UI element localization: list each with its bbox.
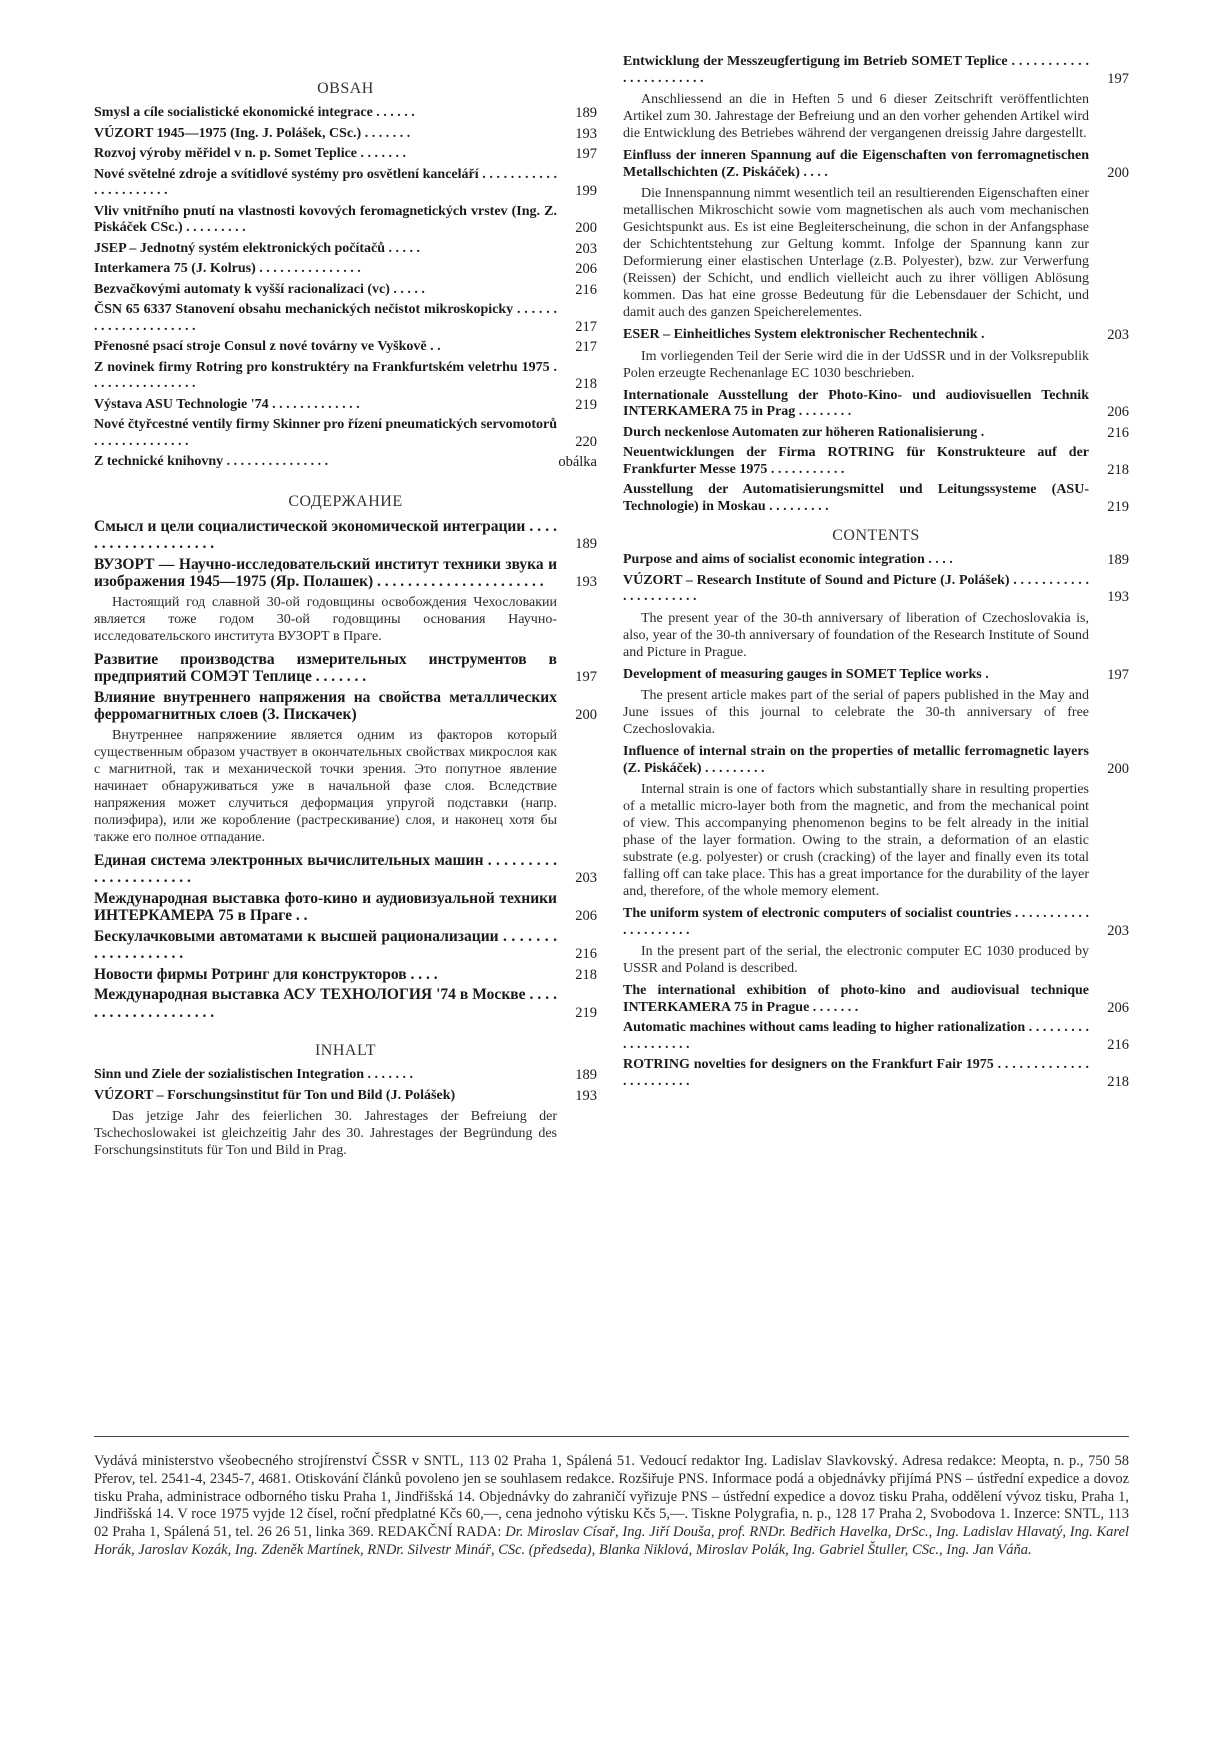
toc-entry bbox=[94, 454, 597, 471]
toc-entry-page: 217 bbox=[575, 339, 597, 355]
toc-entry bbox=[94, 339, 597, 356]
toc-entry-title: Z novinek firmy Rotring pro konstruktéry na Frankfurtském veletrhu 1975 . . . . . . . . . . . . . . . . bbox=[94, 359, 557, 391]
toc-entry-page: 203 bbox=[575, 870, 597, 886]
toc-entry-title: ВУЗОРТ — Научно-исследовательский институт техники звука и изображения 1945—1975 (Яр. Полашек) . . . . . . . . . . . . . . . . . . . . . . bbox=[94, 555, 557, 590]
toc-entry bbox=[94, 241, 597, 258]
toc-entry-abstract: The present year of the 30-th anniversary of liberation of Czechoslovakia is, also, year of the 30-th anniversary of foundation of the Research Institute of Sound and Picture in Prague. bbox=[623, 610, 1089, 660]
toc-entry-title: Rozvoj výroby měřidel v n. p. Somet Teplice . . . . . . . bbox=[94, 146, 407, 161]
toc-entry bbox=[94, 518, 597, 553]
toc-entry-title: Sinn und Ziele der sozialistischen Integration . . . . . . . bbox=[94, 1067, 414, 1082]
toc-entry-title: JSEP – Jednotný systém elektronických počítačů . . . . . bbox=[94, 240, 421, 256]
toc-entry-page: 206 bbox=[1107, 404, 1129, 420]
section-title-inhalt: INHALT bbox=[314, 1042, 377, 1059]
toc-entry-title: Entwicklung der Messzeugfertigung im Betrieb SOMET Teplice . . . . . . . . . . . . . . . . . . . . . . . bbox=[623, 54, 1089, 86]
toc-entry-abstract: In the present part of the serial, the electronic computer EC 1030 produced by USSR and Poland is described. bbox=[623, 944, 1089, 976]
toc-inhalt-left bbox=[94, 1067, 597, 1159]
toc-entry bbox=[623, 1020, 1129, 1053]
toc-entry bbox=[94, 890, 597, 925]
toc-entry-title: Z technické knihovny . . . . . . . . . . . . . . . bbox=[94, 454, 329, 469]
editorial-board-label: REDAKČNÍ RADA: bbox=[377, 1524, 502, 1541]
toc-inhalt-right bbox=[623, 54, 1129, 515]
toc-entry-title: Vliv vnitřního pnutí na vlastnosti kovových feromagnetických vrstev (Ing. Z. Piskáček CSc.) . . . . . . . . . bbox=[94, 203, 557, 235]
toc-obsah bbox=[94, 105, 597, 471]
section-title-contents: CONTENTS bbox=[832, 527, 920, 544]
toc-entry-page: 193 bbox=[575, 574, 597, 590]
toc-entry-title: Purpose and aims of socialist economic integration . . . . bbox=[623, 552, 953, 567]
toc-entry bbox=[623, 148, 1129, 181]
toc-entry-page: 197 bbox=[575, 669, 597, 685]
editorial-board-members: Dr. Miroslav Císař, Ing. Jiří Douša, prof. RNDr. Bedřich Havelka, DrSc., Ing. Ladislav Hlavatý, Ing. Karel Horák, Jaroslav Kozák, Ing. Zdeněk Martínek, RNDr. Silvestr Minář, CSc. (předseda), Blanka Niklová, Miroslav Polák, Ing. Gabriel Štuller, CSc., Ing. Jan Váňa. bbox=[94, 1524, 1129, 1558]
toc-entry-title: Смысл и цели социалистической экономической интеграции . . . . . . . . . . . . . . . . . . . . bbox=[94, 517, 557, 552]
toc-entry-title: Interkamera 75 (J. Kolrus) . . . . . . . . . . . . . . . bbox=[94, 261, 361, 276]
toc-entry bbox=[94, 852, 597, 887]
toc-entry bbox=[94, 302, 597, 335]
toc-entry-page: 219 bbox=[575, 396, 597, 413]
toc-entry-page: 189 bbox=[575, 105, 597, 121]
toc-entry-title: ESER – Einheitliches System elektronischer Rechentechnik . bbox=[623, 327, 985, 342]
toc-entry-title: Бескулачковыми автоматами к высшей рационализации . . . . . . . . . . . . . . . . . . . bbox=[94, 927, 557, 962]
toc-entry bbox=[94, 204, 597, 237]
toc-entry-title: Neuentwicklungen der Firma ROTRING für Konstrukteure auf der Frankfurter Messe 1975 . . . . . . . . . . . bbox=[623, 445, 1089, 477]
toc-entry-title: Nové čtyřcestné ventily firmy Skinner pro řízení pneumatických servomotorů . . . . . . . . . . . . . . bbox=[94, 417, 557, 449]
toc-entry-page: 217 bbox=[575, 318, 597, 335]
toc-contents bbox=[623, 552, 1129, 1090]
toc-entry-page: 189 bbox=[575, 536, 597, 552]
toc-entry-title: Durch neckenlose Automaten zur höheren Rationalisierung . bbox=[623, 424, 985, 440]
toc-entry-page: 193 bbox=[575, 125, 597, 142]
toc-entry-page: 219 bbox=[575, 1004, 597, 1021]
toc-entry-title: Výstava ASU Technologie '74 . . . . . . . . . . . . . bbox=[94, 396, 360, 412]
separator-rule bbox=[94, 1436, 1129, 1437]
toc-entry-page: 200 bbox=[1107, 164, 1129, 181]
toc-entry-page: 200 bbox=[575, 220, 597, 236]
toc-entry-page: 218 bbox=[1107, 1073, 1129, 1090]
toc-entry-page: 218 bbox=[575, 966, 597, 983]
toc-entry bbox=[623, 54, 1129, 87]
toc-entry-page: 189 bbox=[1107, 552, 1129, 568]
toc-entry bbox=[94, 966, 597, 984]
toc-entry bbox=[623, 482, 1129, 515]
left-column bbox=[94, 80, 597, 1165]
toc-entry-page: 203 bbox=[1107, 922, 1129, 939]
toc-entry-title: Automatic machines without cams leading to higher rationalization . . . . . . . . . . . . . . . . . . . bbox=[623, 1020, 1089, 1052]
imprint-text: Vydává ministerstvo všeobecného strojírenství ČSSR v SNTL, 113 02 Praha 1, Spálená 51. Vedoucí redaktor Ing. Ladislav Slavkovský. Adresa redakce: Meopta, n. p., 750 58 Přerov, tel. 2541-4, 2345-7, 4681. Otiskování článků povoleno jen se souhlasem redakce. Rozšiřuje PNS. Informace podá a objednávky přijímá PNS – ústřední expedice a dovoz tisku Praha, administrace odborného tisku Praha 1, Jindřišská 14. Objednávky do zahraničí vyřizuje PNS – ústřední expedice a dovoz tisku Praha, oddělení vývoz tisku, Praha 1, Jindřišská 14. V roce 1975 vyjde 12 čísel, roční předplatné Kčs 60,—, cena jednoho výtisku Kčs 5,—. Tiskne Polygrafia, n. p., 128 17 Praha 2, Svobodova 1. Inzerce: SNTL, 113 02 Praha 1, Spálená 51, tel. 26 26 51, linka 369. bbox=[94, 1453, 1129, 1541]
toc-entry-title: Internationale Ausstellung der Photo-Kino- und audiovisuellen Technik INTERKAMERA 75 in Prag . . . . . . . . bbox=[623, 387, 1089, 419]
toc-entry bbox=[94, 651, 597, 686]
toc-entry-page: 216 bbox=[575, 946, 597, 962]
toc-entry-abstract: Im vorliegenden Teil der Serie wird die in der UdSSR und in der Volksrepublik Polen erzeugte Rechenanlage EC 1030 beschrieben. bbox=[623, 348, 1089, 381]
toc-entry-title: Development of measuring gauges in SOMET Teplice works . bbox=[623, 666, 989, 682]
imprint bbox=[94, 1453, 1129, 1560]
toc-entry bbox=[623, 445, 1129, 478]
toc-entry bbox=[623, 327, 1129, 344]
toc-entry bbox=[94, 1067, 597, 1084]
toc-entry bbox=[94, 397, 597, 414]
toc-entry-page: 220 bbox=[575, 433, 597, 450]
toc-entry-page: 216 bbox=[575, 281, 597, 298]
toc-entry-title: Influence of internal strain on the properties of metallic ferromagnetic layers (Z. Piskáček) . . . . . . . . . bbox=[623, 744, 1089, 776]
toc-entry-page: 193 bbox=[1107, 589, 1129, 605]
toc-entry-page: 193 bbox=[575, 1087, 597, 1104]
toc-entry-page: 219 bbox=[1107, 498, 1129, 515]
toc-entry bbox=[94, 105, 597, 122]
toc-entry-page: 216 bbox=[1107, 1036, 1129, 1053]
toc-entry bbox=[94, 689, 597, 724]
toc-entry-title: Новости фирмы Ротринг для конструкторов . . . . bbox=[94, 965, 438, 983]
toc-entry-abstract: Внутреннее напряжениие является одним из факторов который существенным образом участвует в окончательных свойствах микрослоя как с магнитной, так и механической точки зрения. Это попутное явление начинает обнаруживаться уже в начальной фазе слоя. Вследствие напряжения может случиться деформация упругой подставки (напр. полиэфира), или же коробление (растрескивание) слоя, и наконец хотя бы также его полное отпадание. bbox=[94, 727, 557, 845]
toc-entry-abstract: Настоящий год славной 30-ой годовщины освобождения Чехословакии является тоже годом 30-ой годовщины основания Научно-исследовательского института ВУЗОРТ в Праге. bbox=[94, 594, 557, 644]
toc-soderzhanie bbox=[94, 518, 597, 1022]
toc-entry bbox=[94, 282, 597, 299]
toc-entry-page: 197 bbox=[1107, 666, 1129, 683]
toc-entry bbox=[94, 928, 597, 963]
toc-entry bbox=[94, 417, 597, 450]
section-title-soderzhanie: СОДЕРЖАНИЕ bbox=[288, 492, 403, 510]
toc-entry bbox=[623, 425, 1129, 442]
toc-entry-page: 203 bbox=[575, 240, 597, 257]
toc-entry-page: 206 bbox=[1107, 999, 1129, 1016]
toc-entry-title: ČSN 65 6337 Stanovení obsahu mechanických nečistot mikroskopicky . . . . . . . . . . . . . . . . . . . . . bbox=[94, 302, 557, 334]
toc-entry-page: 200 bbox=[1107, 760, 1129, 777]
toc-entry-page: 216 bbox=[1107, 424, 1129, 441]
toc-entry bbox=[623, 1057, 1129, 1090]
toc-entry bbox=[94, 986, 597, 1021]
toc-entry-title: VÚZORT 1945—1975 (Ing. J. Polášek, CSc.) . . . . . . . bbox=[94, 125, 411, 141]
toc-entry-page: 206 bbox=[575, 908, 597, 924]
toc-entry-page: 218 bbox=[575, 376, 597, 392]
toc-entry bbox=[623, 906, 1129, 939]
toc-entry bbox=[94, 261, 597, 278]
toc-entry-title: VÚZORT – Forschungsinstitut für Ton und Bild (J. Polášek) bbox=[94, 1087, 456, 1103]
toc-entry-page: 199 bbox=[575, 183, 597, 199]
toc-entry-title: Smysl a cíle socialistické ekonomické integrace . . . . . . bbox=[94, 105, 415, 120]
toc-entry-page: 206 bbox=[575, 261, 597, 277]
toc-entry-page: 197 bbox=[575, 146, 597, 162]
toc-entry-title: Международная выставка фото-кино и аудиовизуальной техники ИНТЕРКАМЕРА 75 в Праге . . bbox=[94, 889, 557, 924]
toc-entry-title: Развитие производства измерительных инструментов в предприятий СОМЭТ Теплице . . . . . . . bbox=[94, 650, 557, 685]
section-title-obsah: OBSAH bbox=[317, 80, 374, 97]
toc-entry bbox=[623, 573, 1129, 606]
toc-entry-title: Bezvačkovými automaty k vyšší racionalizaci (vc) . . . . . bbox=[94, 281, 425, 297]
toc-entry-title: Přenosné psací stroje Consul z nové továrny ve Vyškově . . bbox=[94, 339, 441, 354]
toc-entry-abstract: Anschliessend an die in Heften 5 und 6 dieser Zeitschrift veröffentlichten Artikel zum 30. Jahrestage der Befreiung und an den vorher gehenden Artikel wird die Entwicklung des Betriebes während der vergangenen dreissig Jahre dargestellt. bbox=[623, 92, 1089, 141]
right-column bbox=[623, 54, 1129, 1094]
toc-entry bbox=[94, 360, 597, 393]
toc-entry-page: 203 bbox=[1107, 327, 1129, 343]
toc-entry bbox=[94, 167, 597, 200]
toc-entry-title: Einfluss der inneren Spannung auf die Eigenschaften von ferromagnetischen Metallschichten (Z. Piskáček) . . . . bbox=[623, 148, 1089, 180]
toc-entry bbox=[623, 744, 1129, 777]
toc-entry bbox=[623, 983, 1129, 1016]
toc-entry-abstract: Internal strain is one of factors which substantially share in resulting properties of a metallic micro-layer both from the magnetic, and from the mechanical point of view. This accompanying phenomenon begins to be felt already in the initial phase of the layer formation. Owing to the strain, a deformation of an elastic substrate (e.g. polyester) or crush (cracking) of the layer and finally even its total falling off can take place. This has a great importance for the durability of the layer and, therefore, of the whole memory element. bbox=[623, 782, 1089, 899]
toc-entry bbox=[623, 667, 1129, 684]
toc-entry-title: Ausstellung der Automatisierungsmittel und Leitungssysteme (ASU-Technologie) in Moskau . . . . . . . . . bbox=[623, 482, 1089, 514]
toc-entry-title: Nové světelné zdroje a svítidlové systémy pro osvětlení kanceláří . . . . . . . . . . . . . . . . . . . . . . bbox=[94, 166, 557, 198]
toc-entry-title: Влияние внутреннего напряжения на свойства металлических ферромагнитных слоев (З. Пискачек) bbox=[94, 688, 557, 723]
toc-entry-title: Единая система электронных вычислительных машин . . . . . . . . . . . . . . . . . . . . . . bbox=[94, 851, 557, 886]
toc-entry-page: 189 bbox=[575, 1067, 597, 1083]
toc-entry bbox=[94, 126, 597, 143]
toc-entry-page: obálka bbox=[558, 454, 597, 470]
toc-entry-page: 197 bbox=[1107, 70, 1129, 87]
toc-entry-abstract: The present article makes part of the serial of papers published in the May and June issues of this journal to celebrate the 30-th anniversary of free Czechoslovakia. bbox=[623, 688, 1089, 737]
toc-entry-abstract: Die Innenspannung nimmt wesentlich teil an resultierenden Eigenschaften einer metallischen Mikroschicht sowie vom magnetischen als auch vom mechanischen Gesichtspunkt aus. Es ist eine Begleiterscheinung, die schon in der Anfangsphase der Schichtentstehung zur Geltung kommt. Infolge der Spannung kann zur Deformierung einer elastischen Unterlage (z.B. Polyester), bzw. zur Verwerfung (Reissen) der Schicht, und endlich vielleicht auch zu ihrer völligen Ablösung kommen. Das hat eine grosse Bedeutung für die Lebensdauer der Schicht, und damit auch des ganzen Speicherelementes. bbox=[623, 186, 1089, 320]
toc-entry-title: ROTRING novelties for designers on the Frankfurt Fair 1975 . . . . . . . . . . . . . . . . . . . . . . . bbox=[623, 1057, 1089, 1089]
toc-entry-title: The uniform system of electronic computers of socialist countries . . . . . . . . . . . . . . . . . . . . . bbox=[623, 906, 1089, 938]
toc-entry-title: The international exhibition of photo-kino and audiovisual technique INTERKAMERA 75 in Prague . . . . . . . bbox=[623, 983, 1089, 1015]
toc-entry bbox=[623, 388, 1129, 421]
toc-entry-title: Международная выставка АСУ ТЕХНОЛОГИЯ '74 в Москве . . . . . . . . . . . . . . . . . . . . bbox=[94, 986, 557, 1021]
toc-entry-title: VÚZORT – Research Institute of Sound and Picture (J. Polášek) . . . . . . . . . . . . . . . . . . . . . . bbox=[623, 572, 1089, 604]
toc-entry bbox=[94, 146, 597, 163]
toc-entry-page: 218 bbox=[1107, 461, 1129, 478]
toc-entry-page: 200 bbox=[575, 707, 597, 723]
toc-entry bbox=[94, 556, 597, 591]
toc-entry-abstract: Das jetzige Jahr des feierlichen 30. Jahrestages der Befreiung der Tschechoslowakei ist gleichzeitig Jahr des 30. Jahrestages der Begründung des Forschungsinstituts für Ton und Bild in Prag. bbox=[94, 1109, 557, 1158]
toc-entry bbox=[94, 1088, 597, 1105]
toc-entry bbox=[623, 552, 1129, 569]
